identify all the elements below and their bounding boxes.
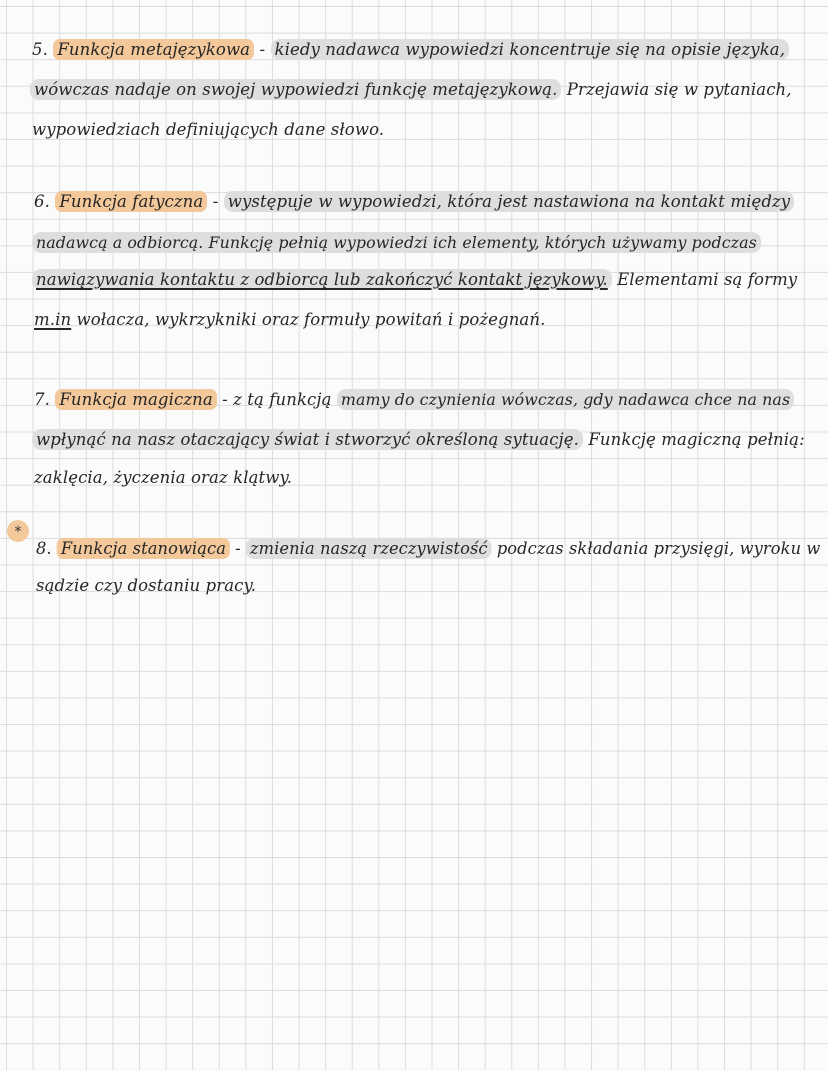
separator: - [207,192,224,211]
definition-highlight: kiedy nadawca wypowiedzi koncentruje się na opisie języka, [271,39,790,60]
definition-highlight: występuje w wypowiedzi, która jest nastawiona na kontakt między [224,191,795,212]
section-8-line-1 [36,537,820,561]
separator: - z tą funkcją [216,390,337,409]
section-5-line-2 [30,78,792,102]
separator: - [254,40,271,59]
section-6-line-3 [32,268,797,292]
body-text: Funkcję magiczną pełnią: [583,430,805,449]
body-text: wypowiedziach definiujących dane słowo. [32,120,385,139]
section-5-line-1 [32,38,789,62]
section-8-line-2 [36,574,256,598]
section-7-line-2 [32,428,805,452]
term-highlight: Funkcja magiczna [55,389,216,410]
section-number: 7. [34,390,50,409]
definition-highlight: mamy do czynienia wówczas, gdy nadawca chce na nas [337,389,794,410]
definition-highlight: wpłynąć na nasz otaczający świat i stworzyć określoną sytuację. [32,429,583,450]
star-icon: * [7,520,29,542]
section-number: 8. [36,539,52,558]
definition-highlight: zmienia naszą rzeczywistość [246,538,492,559]
body-text: wołacza, wykrzykniki oraz formuły powitań i pożegnań. [71,310,546,329]
section-7-line-3 [34,466,292,490]
body-text: Elementami są formy [611,270,798,289]
section-6-line-1 [34,190,794,214]
body-text: zaklęcia, życzenia oraz klątwy. [34,468,293,487]
definition-highlight: wówczas nadaje on swojej wypowiedzi funkcję metajęzykową. [30,79,561,100]
body-text: podczas składania przysięgi, wyroku w [491,539,821,558]
section-6-line-4 [34,308,545,332]
section-number: 6. [34,192,50,211]
definition-highlight: nawiązywania kontaktu z odbiorcą lub zakończyć kontakt językowy. [32,269,612,290]
section-number: 5. [32,40,48,59]
term-highlight: Funkcja stanowiąca [57,538,230,559]
term-highlight: Funkcja fatyczna [55,191,207,212]
body-text: Przejawia się w pytaniach, [561,80,792,99]
section-7-line-1 [34,388,794,412]
section-6-line-2 [32,231,761,255]
abbreviation: m.in [34,310,72,329]
term-highlight: Funkcja metajęzykowa [53,39,254,60]
definition-highlight: nadawcą a odbiorcą. Funkcję pełnią wypowiedzi ich elementy, których używamy podczas [32,232,761,253]
body-text: sądzie czy dostaniu pracy. [36,576,257,595]
section-5-line-3 [32,118,384,142]
separator: - [229,539,247,558]
